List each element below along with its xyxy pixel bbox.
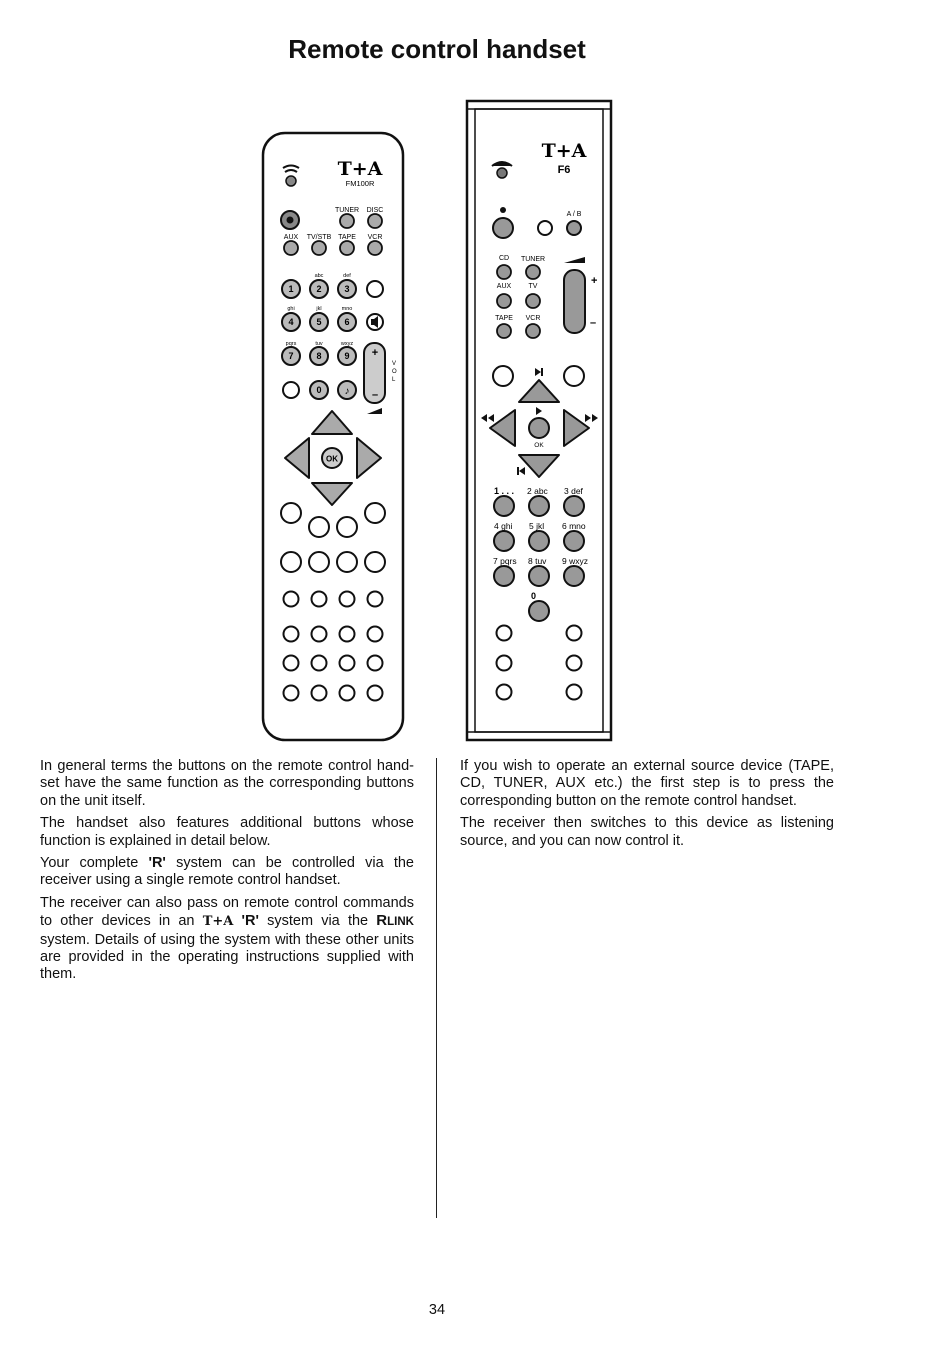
tape-button[interactable]: [340, 241, 354, 255]
paragraph: In general terms the buttons on the remote control hand-set have the same function as the corresponding buttons on the unit itself.: [40, 758, 414, 809]
r-system-label: 'R': [148, 855, 166, 872]
blank-button[interactable]: [284, 592, 299, 607]
blank-button[interactable]: [283, 382, 299, 398]
key-3-label: 3 def: [564, 486, 583, 496]
volume-minus-label: –: [371, 389, 379, 401]
ok-label: OK: [326, 454, 338, 464]
aux-button[interactable]: [497, 294, 511, 308]
digit-label: 4: [288, 317, 294, 327]
blank-button[interactable]: [497, 656, 512, 671]
key-9-label: 9 wxyz: [562, 556, 588, 566]
hint-jkl: jkl: [316, 306, 322, 312]
digit-label: 6: [344, 317, 350, 327]
key-1-label: 1 . . .: [494, 486, 515, 496]
paragraph: [40, 855, 414, 890]
tv-button[interactable]: [526, 294, 540, 308]
blank-button[interactable]: [493, 366, 513, 386]
model-label: FM100R: [345, 179, 375, 188]
digit-3-button[interactable]: [564, 496, 584, 516]
key-7-label: 7 pqrs: [493, 556, 517, 566]
paragraph: The receiver then switches to this device as listening source, and you can now control it.: [460, 815, 834, 849]
power-icon: [287, 217, 294, 224]
digit-label: 8: [316, 351, 322, 361]
disc-button[interactable]: [368, 214, 382, 228]
brand-logo: T+A: [541, 140, 587, 162]
hint-pqrs: pqrs: [285, 341, 297, 347]
remote-f6: [467, 101, 611, 740]
blank-button[interactable]: [365, 503, 385, 523]
hint-wxyz: wxyz: [340, 341, 354, 347]
tape-button[interactable]: [497, 324, 511, 338]
blank-button[interactable]: [368, 592, 383, 607]
digit-9-button[interactable]: [564, 566, 584, 586]
blank-button[interactable]: [340, 592, 355, 607]
digit-7-button[interactable]: [494, 566, 514, 586]
hint-abc: abc: [314, 273, 324, 279]
blank-button[interactable]: [564, 366, 584, 386]
digit-label: 0: [316, 385, 322, 395]
digit-label: 5: [316, 317, 322, 327]
vcr-label: VCR: [525, 315, 541, 322]
blank-button[interactable]: [340, 686, 355, 701]
tv-label: TV: [528, 283, 538, 290]
aux-label: AUX: [283, 234, 299, 241]
digit-6-button[interactable]: [564, 531, 584, 551]
volume-rocker[interactable]: [564, 270, 585, 333]
vcr-button[interactable]: [368, 241, 382, 255]
blank-button[interactable]: [368, 656, 383, 671]
hint-def: def: [343, 273, 351, 279]
ok-label: OK: [534, 442, 544, 449]
blank-button[interactable]: [340, 656, 355, 671]
blank-button[interactable]: [368, 627, 383, 642]
right-column: [460, 758, 834, 855]
blank-button[interactable]: [312, 686, 327, 701]
hint-tuv: tuv: [315, 341, 323, 347]
blank-button[interactable]: [284, 627, 299, 642]
ab-label: A / B: [566, 211, 582, 218]
volume-plus-label: +: [591, 275, 598, 287]
power-button[interactable]: [493, 218, 513, 238]
blank-button[interactable]: [497, 685, 512, 700]
blank-button[interactable]: [340, 627, 355, 642]
digit-0-button[interactable]: [529, 601, 549, 621]
ab-button[interactable]: [567, 221, 581, 235]
model-label: F6: [557, 164, 571, 176]
blank-button[interactable]: [312, 656, 327, 671]
tuner-button[interactable]: [340, 214, 354, 228]
remote-fm100r: [263, 133, 403, 740]
tape-label: TAPE: [338, 234, 356, 241]
volume-plus-label: +: [371, 347, 379, 359]
text-run: Your complete: [40, 855, 149, 872]
tape-label: TAPE: [495, 315, 513, 322]
hint-mno: mno: [341, 306, 353, 312]
blank-button[interactable]: [284, 656, 299, 671]
text-run: system via the: [258, 913, 377, 930]
tvstb-button[interactable]: [312, 241, 326, 255]
digit-label: 3: [344, 284, 350, 294]
digit-4-button[interactable]: [494, 531, 514, 551]
blank-button[interactable]: [281, 503, 301, 523]
vcr-label: VCR: [367, 234, 383, 241]
left-column: [40, 758, 414, 989]
vcr-button[interactable]: [526, 324, 540, 338]
blank-button[interactable]: [284, 686, 299, 701]
music-note-icon: ♪: [344, 386, 350, 397]
key-5-label: 5 jkl: [529, 521, 545, 531]
column-divider: [436, 758, 437, 1218]
tuner-button[interactable]: [526, 265, 540, 279]
blank-button[interactable]: [309, 552, 329, 572]
tuner-label: TUNER: [334, 207, 360, 214]
brand-logo-inline: T+A: [202, 914, 234, 930]
disc-label: DISC: [366, 207, 384, 214]
blank-button[interactable]: [567, 656, 582, 671]
vol-letter: V: [392, 361, 397, 367]
aux-label: AUX: [496, 283, 512, 290]
paragraph: If you wish to operate an external source device (TAPE, CD, TUNER, AUX etc.) the first step is to press the corresponding button on the remote control handset.: [460, 758, 834, 809]
blank-button[interactable]: [367, 281, 383, 297]
key-4-label: 4 ghi: [494, 521, 513, 531]
volume-minus-label: –: [590, 317, 597, 329]
digit-1-button[interactable]: [494, 496, 514, 516]
blank-button[interactable]: [567, 685, 582, 700]
rlink-rest: LINK: [387, 916, 414, 929]
blank-button[interactable]: [312, 592, 327, 607]
brand-logo: T+A: [337, 158, 383, 180]
page-number: 34: [428, 1302, 446, 1318]
digit-5-button[interactable]: [529, 531, 549, 551]
blank-button[interactable]: [497, 626, 512, 641]
blank-button[interactable]: [368, 686, 383, 701]
blank-button[interactable]: [281, 552, 301, 572]
text-run: system can be controlled via the receiver using a single remote control handset.: [40, 855, 414, 889]
digit-label: 2: [316, 284, 322, 294]
blank-button[interactable]: [365, 552, 385, 572]
aux-button[interactable]: [284, 241, 298, 255]
tuner-label: TUNER: [520, 256, 546, 263]
hint-ghi: ghi: [287, 306, 295, 312]
key-2-label: 2 abc: [527, 486, 548, 496]
tvstb-label: TV/STB: [306, 234, 332, 241]
blank-button[interactable]: [538, 221, 552, 235]
blank-button[interactable]: [337, 552, 357, 572]
ok-button[interactable]: [529, 418, 549, 438]
blank-button[interactable]: [337, 517, 357, 537]
paragraph: [40, 895, 414, 984]
rlink-label: [376, 912, 414, 929]
cd-label: CD: [498, 255, 510, 262]
blank-button[interactable]: [312, 627, 327, 642]
blank-button[interactable]: [309, 517, 329, 537]
digit-label: 7: [288, 351, 294, 361]
paragraph: The handset also features additional buttons whose function is explained in detail below.: [40, 815, 414, 849]
blank-button[interactable]: [567, 626, 582, 641]
key-6-label: 6 mno: [562, 521, 586, 531]
rlink-initial: R: [376, 912, 388, 930]
text-run: system. Details of using the system with these other units are provided in the operating instructions supplied with them.: [40, 931, 414, 983]
vol-letter: L: [392, 377, 396, 383]
page-title: Remote control handset: [288, 34, 586, 64]
vol-letter: O: [392, 369, 397, 375]
indicator-dot-icon: [500, 207, 506, 213]
r-system-label: 'R': [233, 913, 259, 930]
key-0-label: 0: [531, 591, 537, 601]
digit-label: 1: [288, 284, 294, 294]
text-run: The receiver can also pass on remote control commands to other devices in an: [40, 894, 414, 930]
digit-2-button[interactable]: [529, 496, 549, 516]
digit-8-button[interactable]: [529, 566, 549, 586]
cd-button[interactable]: [497, 265, 511, 279]
digit-label: 9: [344, 351, 350, 361]
key-8-label: 8 tuv: [528, 556, 547, 566]
